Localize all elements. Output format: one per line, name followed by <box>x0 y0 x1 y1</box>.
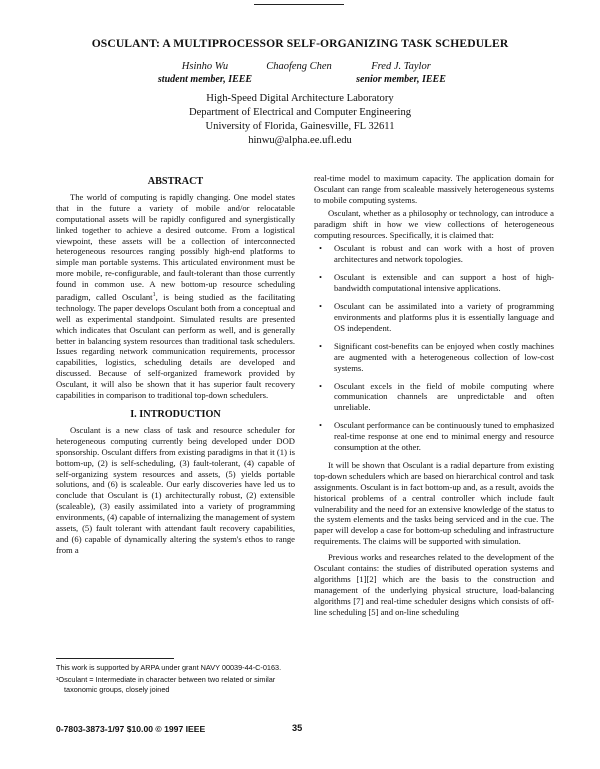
abstract-text <box>56 192 295 401</box>
list-item: • Osculant is robust and can work with a host of proven architectures and network topologies. <box>319 243 554 265</box>
author-name: Chaofeng Chen <box>266 61 332 72</box>
right-column <box>314 173 554 618</box>
bullet-icon: • <box>319 272 323 283</box>
list-item: • Osculant is extensible and can support a host of high-bandwidth computational intensive applications. <box>319 272 554 294</box>
footnote-osculant-definition: ¹Osculant = Intermediate in character between two related or similar taxonomic groups, closely joined <box>56 675 276 694</box>
previous-work-paragraph: Previous works and researches related to the development of the Osculant contains: the studies of distributed operation systems and algorithms [1][2] which are the basis to the construction and management of the underlying physical structure, load-balancing algorithms [7] and real-time scheduler designs which consists of off-line scheduling [5] and on-line scheduling <box>314 552 554 617</box>
list-item: • Osculant excels in the field of mobile computing where communication channels are unpredictable and often unreliable. <box>319 380 554 413</box>
bullet-icon: • <box>319 380 323 391</box>
claims-list <box>314 243 554 453</box>
paper-title: OSCULANT: A MULTIPROCESSOR SELF-ORGANIZING TASK SCHEDULER <box>91 37 509 50</box>
footnote-funding: This work is supported by ARPA under grant NAVY 00039-44-C-0163. <box>56 663 282 672</box>
bullet-icon: • <box>319 243 323 254</box>
author-name: Hsinho Wu <box>181 61 229 72</box>
author-1 <box>146 60 264 86</box>
footnote-rule <box>56 658 174 659</box>
author-3 <box>345 60 457 86</box>
abstract-text-part1: The world of computing is rapidly changing. One model states that in the future a variety of mobile and/or relocatable computational assets will be rapidly configured and synergistically linked together to achieve a desired outcome. From a logistical viewpoint, these assets will be a collection of interconnected heterogeneous resources ranging possibly high-end platforms to simple man portable systems. This articulated environment must be more mobile, re-configurable, and fault-tolerant than those currently found in common use. A new bottom-up resource scheduling paradigm, called Osculant <box>56 191 295 302</box>
author-name: Fred J. Taylor <box>371 61 431 72</box>
affiliation <box>0 92 600 148</box>
page-number: 35 <box>292 723 303 733</box>
author-role: senior member, IEEE <box>356 74 446 85</box>
author-2 <box>248 60 350 73</box>
bullet-icon: • <box>319 340 323 351</box>
list-item: • Significant cost-benefits can be enjoyed when costly machines are augmented with a heterogeneous collection of low-cost systems. <box>319 340 554 373</box>
list-item: • Osculant can be assimilated into a variety of programming environments and platforms plus it is essentially language and OS independent. <box>319 301 554 333</box>
affiliation-lab: High-Speed Digital Architecture Laboratory <box>206 93 394 104</box>
intro-paragraph: Osculant is a new class of task and resource scheduler for heterogeneous computing currently being developed under DOD sponsorship. Osculant differs from existing paradigms in that it (1) is bottom-up, (2) is self-scheduling, (3) fault-tolerant, (4) capable of self-organizing system resources and assets, (5) yields portable solutions, and (6) is scaleable. Our early discoveries have led us to conclude that Osculant is (1) architecturally robust, (2) extensible (scaleable), (3) easily assimilated into a variety of programming environments, (4) capable of internalizing the management of system assets, (5) fault tolerant with attendant fault recovery capabilities, and (6) capable of dynamically altering the system's ethos to range from a <box>56 424 295 555</box>
author-block <box>0 60 600 88</box>
abstract-text-part2: , is being studied as the facilitating technology. The paper develops Osculant both from a conceptual and well as experimental standpoint. Simulated results are presented which indicates that Osculant can perform as well, and is generally better in balancing system resources than traditional task schedulers. Issues regarding network communication requirements, processor capabilities, logistics, scheduling details are developed and discussed. Because of self-organized framework provided by Osculant, it will also be shown that it has superior fault recovery capabilities in comparison to traditional top-down schedulers. <box>56 291 295 401</box>
abstract-heading: ABSTRACT <box>147 176 204 187</box>
intro-heading: I. INTRODUCTION <box>130 408 221 420</box>
footnote-marker: 1 <box>152 292 156 299</box>
departure-paragraph: It will be shown that Osculant is a radial departure from existing top-down schedulers which are based on hierarchical control and task assignments. Osculant is in fact bottom-up and, as a result, avoids the historical problems of a central controller which include fault vulnerability and the need for an extensive knowledge of the status to the system elements and the tasks being serviced and in the cue. The paper will develop a case for bottom-up scheduling and infrastructure requirements. The claims will be supported with simulation. <box>314 459 554 547</box>
left-column <box>56 177 295 556</box>
affiliation-email: hinwu@alpha.ee.ufl.edu <box>248 135 352 146</box>
bullet-icon: • <box>319 301 323 312</box>
affiliation-dept: Department of Electrical and Computer Engineering <box>188 107 412 118</box>
bullet-icon: • <box>319 420 323 431</box>
claims-intro: Osculant, whether as a philosophy or technology, can introduce a paradigm shift in how we view collections of heterogeneous computing resources. Specifically, it is claimed that: <box>314 207 554 240</box>
list-item: • Osculant performance can be continuously tuned to emphasized real-time response at one end to minimal energy and resource consumption at the other. <box>319 420 554 453</box>
affiliation-univ: University of Florida, Gainesville, FL 32611 <box>205 121 395 132</box>
intro-continued: real-time model to maximum capacity. The application domain for Osculant can range from scaleable massively heterogeneous systems to mobile computing systems. <box>314 173 554 205</box>
top-rule <box>254 4 344 5</box>
footnotes <box>56 663 296 697</box>
author-role: student member, IEEE <box>157 74 253 85</box>
footer-copyright: 0-7803-3873-1/97 $10.00 © 1997 IEEE <box>56 724 206 734</box>
